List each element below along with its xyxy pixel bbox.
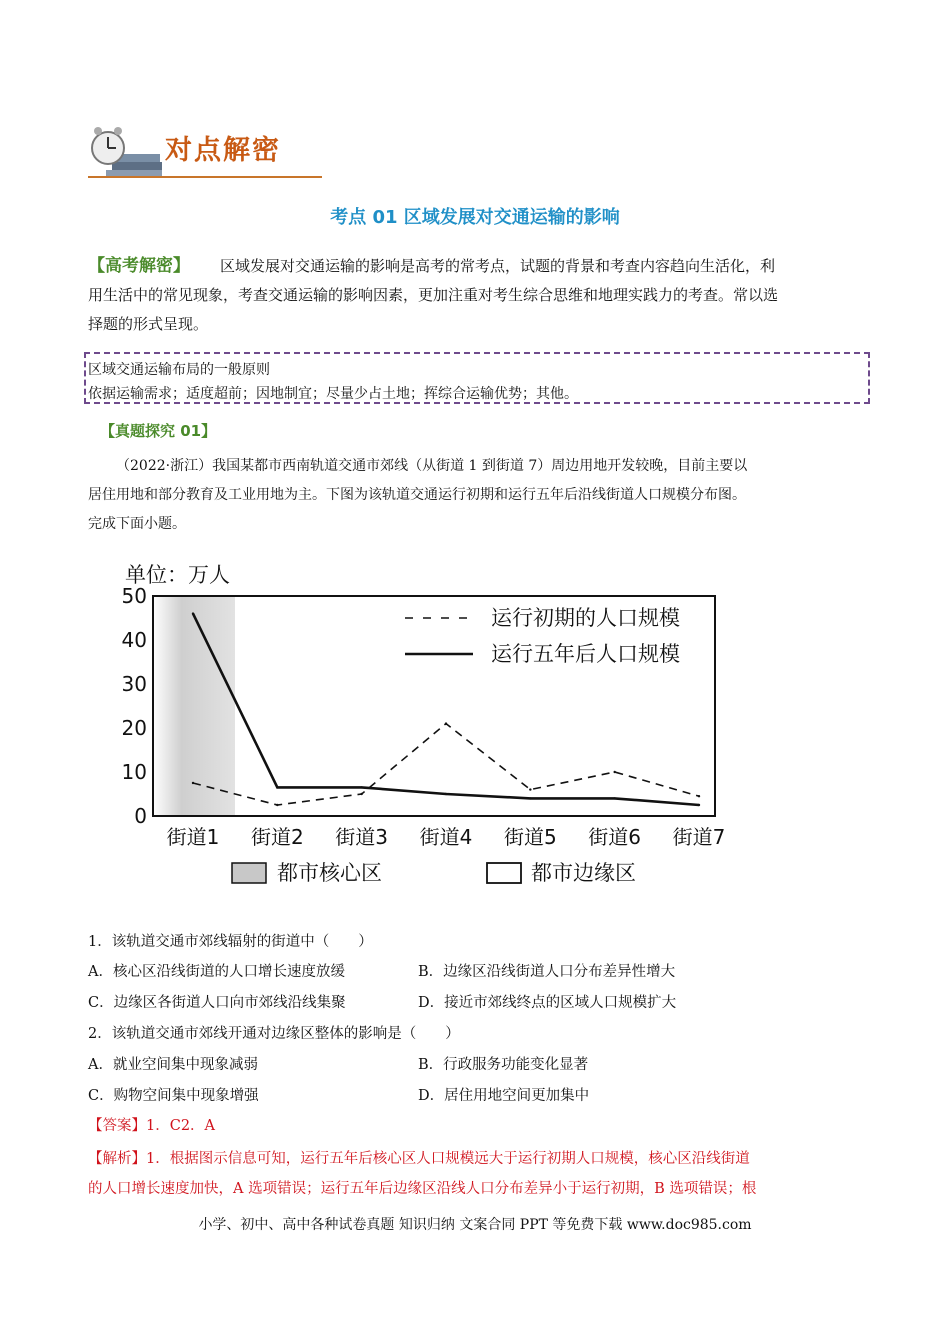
series-2-point bbox=[276, 786, 278, 788]
q1-option-c[interactable]: C．边缘区各街道人口向市郊线沿线集聚 bbox=[88, 995, 346, 1011]
series-1-point bbox=[276, 804, 278, 806]
series-1-point bbox=[529, 788, 531, 790]
y-tick-label: 50 bbox=[121, 584, 147, 608]
stem-line-1: （2022·浙江）我国某都市西南轨道交通市郊线（从街道 1 到街道 7）周边用地开发较晚，目前主要以 bbox=[116, 458, 748, 474]
chart-svg bbox=[95, 550, 735, 910]
stem-line-3: 完成下面小题。 bbox=[88, 516, 186, 532]
x-tick-label: 街道5 bbox=[503, 825, 557, 849]
answer-tag: 【答案】 bbox=[88, 1118, 146, 1134]
question-stem bbox=[88, 452, 868, 539]
analysis-block bbox=[88, 1144, 868, 1204]
analysis-line-2: 的人口增长速度加快，A 选项错误；运行五年后边缘区沿线人口分布差异小于运行初期，B 选项错误；根 bbox=[88, 1181, 757, 1197]
intro-tag: 【高考解密】 bbox=[88, 256, 190, 276]
series-2-point bbox=[529, 797, 531, 799]
series-1-point bbox=[613, 771, 615, 773]
q1-stem: 1．该轨道交通市郊线辐射的街道中（ ） bbox=[88, 934, 373, 950]
q1-option-a[interactable]: A．核心区沿线街道的人口增长速度放缓 bbox=[88, 964, 345, 980]
series-2-point bbox=[698, 804, 700, 806]
x-tick-label: 街道2 bbox=[250, 825, 304, 849]
q2-option-b[interactable]: B．行政服务功能变化显著 bbox=[418, 1057, 589, 1073]
q2-option-d[interactable]: D．居住用地空间更加集中 bbox=[418, 1088, 590, 1104]
x-tick-label: 街道4 bbox=[419, 825, 473, 849]
legend-label-1: 运行初期的人口规模 bbox=[491, 606, 680, 630]
x-tick-label: 街道1 bbox=[166, 825, 220, 849]
principle-box bbox=[84, 352, 870, 404]
q2-option-a[interactable]: A．就业空间集中现象减弱 bbox=[88, 1057, 258, 1073]
series-2-point bbox=[445, 793, 447, 795]
series-1-point bbox=[698, 795, 700, 797]
q2-stem: 2．该轨道交通市郊线开通对边缘区整体的影响是（ ） bbox=[88, 1026, 460, 1042]
answer-text: 1．C2．A bbox=[146, 1118, 216, 1134]
q1-option-d[interactable]: D．接近市郊线终点的区域人口规模扩大 bbox=[418, 995, 677, 1011]
series-1-point bbox=[445, 722, 447, 724]
x-tick-label: 街道7 bbox=[672, 825, 726, 849]
y-axis-unit-label: 单位：万人 bbox=[125, 563, 230, 587]
y-tick-label: 10 bbox=[121, 760, 147, 784]
core-region-swatch bbox=[232, 863, 266, 883]
q2-option-c[interactable]: C．购物空间集中现象增强 bbox=[88, 1088, 259, 1104]
stem-line-2: 居住用地和部分教育及工业用地为主。下图为该轨道交通运行初期和运行五年后沿线街道人口规模分布图。 bbox=[88, 487, 746, 503]
y-tick-label: 20 bbox=[121, 716, 147, 740]
section-title: 考点 01 区域发展对交通运输的影响 bbox=[330, 207, 620, 228]
analysis-tag: 【解析】 bbox=[88, 1151, 146, 1167]
principle-text: 依据运输需求；适度超前；因地制宜；尽量少占土地；挥综合运输优势；其他。 bbox=[88, 386, 578, 402]
intro-paragraph bbox=[88, 252, 863, 339]
header-divider bbox=[88, 176, 322, 178]
edge-region-label: 都市边缘区 bbox=[531, 861, 636, 885]
series-2-point bbox=[360, 786, 362, 788]
y-tick-label: 30 bbox=[121, 672, 147, 696]
y-tick-label: 40 bbox=[121, 628, 147, 652]
intro-line-3: 择题的形式呈现。 bbox=[88, 315, 209, 333]
core-region-label: 都市核心区 bbox=[277, 861, 382, 885]
header-title: 对点解密 bbox=[165, 135, 281, 166]
series-2-point bbox=[613, 797, 615, 799]
footer: 小学、初中、高中各种试卷真题 知识归纳 文案合同 PPT 等免费下载 www.doc985.com bbox=[198, 1217, 752, 1233]
series-1-point bbox=[192, 782, 194, 784]
answer-row bbox=[88, 1114, 215, 1135]
q1-option-b[interactable]: B．边缘区沿线街道人口分布差异性增大 bbox=[418, 964, 676, 980]
analysis-line-1: 1．根据图示信息可知，运行五年后核心区人口规模远大于运行初期人口规模，核心区沿线街道 bbox=[146, 1151, 750, 1167]
series-1-point bbox=[360, 793, 362, 795]
population-chart bbox=[95, 550, 735, 910]
intro-line-1: 区域发展对交通运输的影响是高考的常考点，试题的背景和考查内容趋向生活化，利 bbox=[220, 257, 776, 275]
intro-line-2: 用生活中的常见现象，考查交通运输的影响因素，更加注重对考生综合思维和地理实践力的考查。常以选 bbox=[88, 286, 779, 304]
x-tick-label: 街道3 bbox=[335, 825, 389, 849]
principle-title: 区域交通运输布局的一般原则 bbox=[88, 362, 270, 378]
x-tick-label: 街道6 bbox=[588, 825, 642, 849]
explore-tag: 【真题探究 01】 bbox=[100, 422, 217, 440]
series-2-point bbox=[192, 612, 194, 614]
legend-label-2: 运行五年后人口规模 bbox=[491, 642, 680, 666]
alarm-clock-books-icon bbox=[88, 118, 168, 180]
edge-region-swatch bbox=[487, 863, 521, 883]
y-tick-label: 0 bbox=[134, 804, 147, 828]
